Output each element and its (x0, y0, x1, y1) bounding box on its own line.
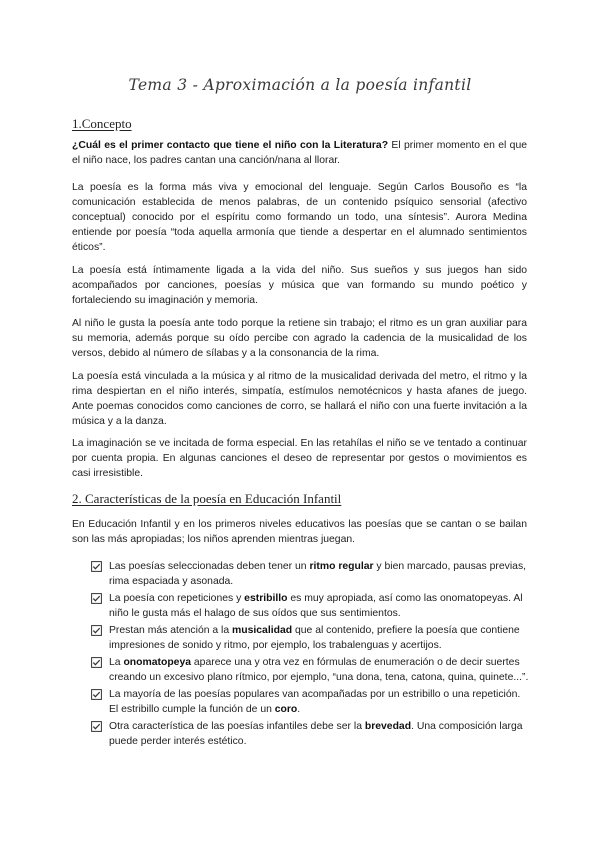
item-text: La (109, 657, 124, 668)
paragraph-first-contact (72, 138, 527, 168)
answer-text: El primer momento en el que el niño nace, los padres cantan una canción/nana al llorar. (72, 140, 528, 166)
list-item (91, 655, 531, 685)
checkbox-checked-icon (91, 625, 102, 636)
checkbox-checked-icon (91, 593, 102, 604)
question-text: ¿Cuál es el primer contacto que tiene el niño con la Literatura? (72, 140, 389, 151)
checkbox-checked-icon (91, 657, 102, 668)
section-heading-caracteristicas: 2. Características de la poesía en Educación Infantil (72, 491, 342, 506)
document-title: Tema 3 - Aproximación a la poesía infantil (128, 76, 472, 94)
characteristics-list (91, 559, 531, 751)
item-text: . Una composición larga puede perder interés estético. (109, 721, 523, 747)
list-item (91, 591, 531, 621)
item-text: es muy apropiada, así como las onomatopeyas. Al niño le gusta más el halago de sus oídos que sus sentimientos. (109, 593, 523, 619)
item-text: Las poesías seleccionadas deben tener un (109, 561, 310, 572)
item-bold: musicalidad (232, 625, 293, 636)
item-text: La mayoría de las poesías populares van acompañadas por un estribillo o una repetición. El estribillo cumple la función de un (109, 689, 521, 715)
paragraph-imagination: La imaginación se ve incitada de forma especial. En las retahílas el niño se ve tentado a continuar por cuenta propia. En algunas canciones el deseo de representar por gestos o movimientos es casi irresistible. (72, 438, 527, 479)
item-text: y bien marcado, pausas previas, rima espaciada y asonada. (109, 561, 527, 587)
list-item (91, 559, 531, 589)
item-bold: brevedad (364, 721, 412, 732)
list-item (91, 687, 531, 717)
item-text: La poesía con repeticiones y (109, 593, 245, 604)
item-bold: estribillo (244, 593, 288, 604)
checkbox-checked-icon (91, 689, 102, 700)
paragraph-life: La poesía está íntimamente ligada a la vida del niño. Sus sueños y sus juegos han sido acompañados por canciones, poesías y música que van formando su mundo poético y fortaleciendo su imaginación y memoria. (72, 265, 527, 306)
item-bold: ritmo regular (309, 561, 374, 572)
item-bold: onomatopeya (123, 657, 192, 668)
checkbox-checked-icon (91, 721, 102, 732)
list-item (91, 623, 531, 653)
item-text: Prestan más atención a la (109, 625, 233, 636)
paragraph-music: La poesía está vinculada a la música y al ritmo de la musicalidad derivada del metro, el ritmo y la rima despiertan en el niño interés, simpatía, estímulos nemotécnicos y hasta afanes de juego. Ante poemas conocidos como canciones de corro, se hallará el niño con una fuerte invitación a la música y a la danza. (72, 371, 527, 427)
item-bold: coro (274, 704, 298, 715)
item-text: que al contenido, prefiere la poesía que contiene impresiones de sonido y ritmo, por ejemplo, los trabalenguas y acertijos. (109, 625, 520, 651)
paragraph-memory: Al niño le gusta la poesía ante todo porque la retiene sin trabajo; el ritmo es un gran auxiliar para su memoria, además porque su oído percibe con agrado la cadencia de la musicalidad de los versos, debido al número de sílabas y a la consonancia de la rima. (72, 318, 527, 359)
item-text: . (297, 704, 301, 715)
paragraph-definition: La poesía es la forma más viva y emocional del lenguaje. Según Carlos Bousoño es “la comunicación establecida de menos palabras, de un contenido psíquico sensorial (afectivo conceptual) conocido por el espíritu como formando un todo, una síntesis”. Aurora Medina entiende por poesía “toda aquella armonía que tiende a despertar en el alumnado sentimientos éticos”. (72, 182, 527, 253)
item-text: Otra característica de las poesías infantiles debe ser la (109, 721, 365, 732)
checkbox-checked-icon (91, 561, 102, 572)
item-text: aparece una y otra vez en fórmulas de enumeración o de decir suertes creando un excesivo plano rítmico, por ejemplo, “una dona, tena, catona, quina, quinete...”. (109, 657, 529, 683)
paragraph-intro: En Educación Infantil y en los primeros niveles educativos las poesías que se cantan o se bailan son las más apropiadas; los niños aprenden mientras juegan. (72, 519, 527, 545)
section-heading-concepto: 1.Concepto (72, 116, 132, 131)
list-item (91, 719, 531, 749)
